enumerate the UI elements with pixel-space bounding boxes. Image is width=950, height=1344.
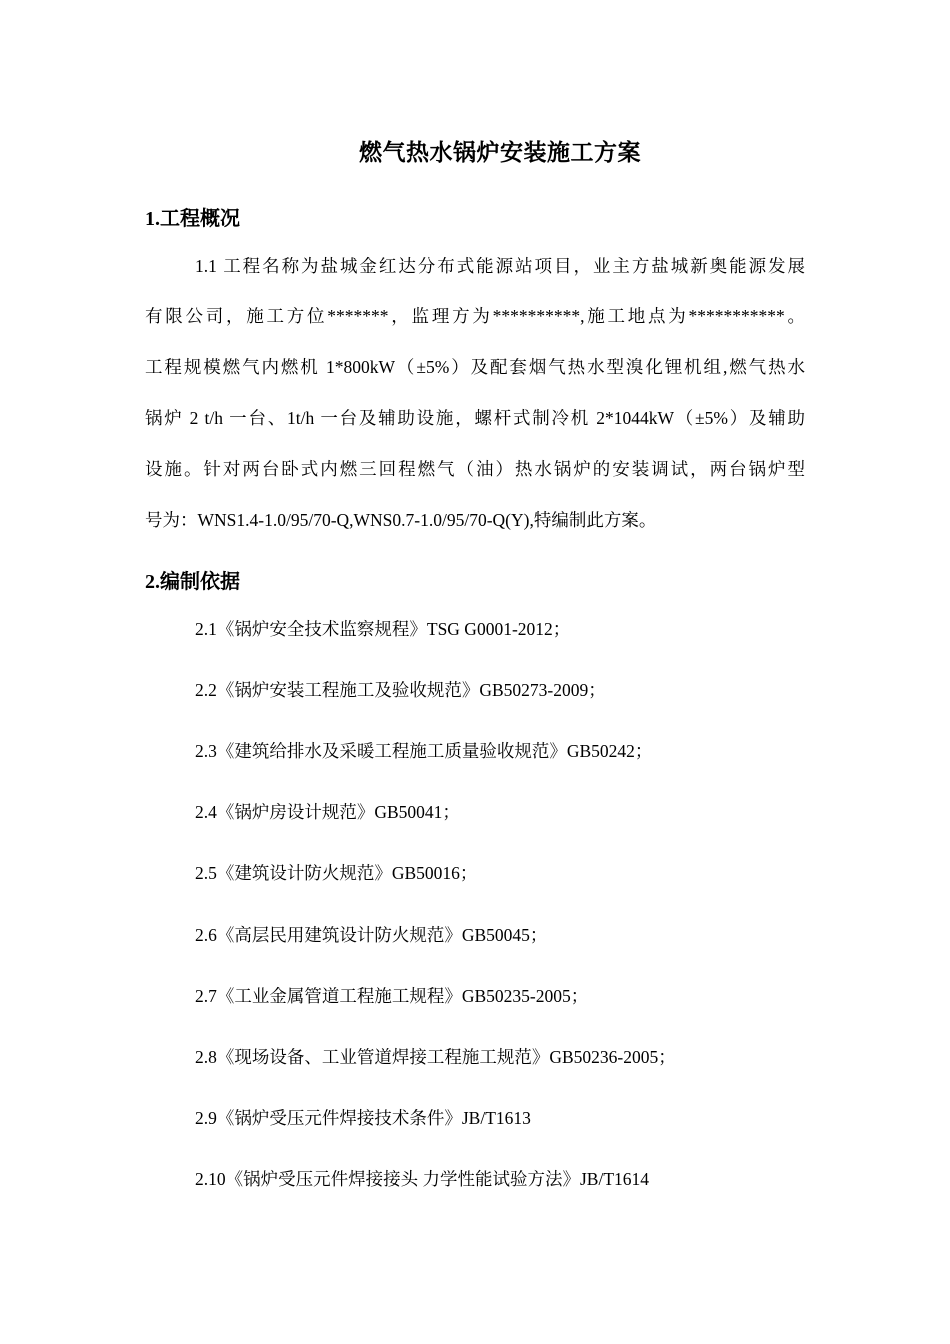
- paragraph-line: 设施。针对两台卧式内燃三回程燃气（油）热水锅炉的安装调试，两台锅炉型: [145, 459, 805, 479]
- paragraph-line: 号为：WNS1.4-1.0/95/70-Q,WNS0.7-1.0/95/70-Q(Y),特编制此方案。: [145, 510, 657, 530]
- list-item: 2.6《高层民用建筑设计防火规范》GB50045；: [195, 925, 548, 945]
- list-item: 2.3《建筑给排水及采暖工程施工质量验收规范》GB50242；: [195, 741, 653, 761]
- list-item: 2.5《建筑设计防火规范》GB50016；: [195, 863, 478, 883]
- list-item: 2.10《锅炉受压元件焊接接头 力学性能试验方法》JB/T1614: [195, 1169, 650, 1189]
- list-item: 2.7《工业金属管道工程施工规程》GB50235-2005；: [195, 986, 589, 1006]
- list-item: 2.9《锅炉受压元件焊接技术条件》JB/T1613: [195, 1108, 531, 1128]
- paragraph-line: 工程规模燃气内燃机 1*800kW（±5%）及配套烟气热水型溴化锂机组,燃气热水: [145, 357, 805, 377]
- list-item: 2.8《现场设备、工业管道焊接工程施工规范》GB50236-2005；: [195, 1047, 676, 1067]
- list-item: 2.1《锅炉安全技术监察规程》TSG G0001-2012；: [195, 619, 571, 639]
- document-title: 燃气热水锅炉安装施工方案: [359, 140, 641, 165]
- paragraph-line: 有限公司，施工方位*******，监理方为**********,施工地点为***********。: [145, 306, 805, 326]
- paragraph-line: 1.1 工程名称为盐城金红达分布式能源站项目，业主方盐城新奥能源发展: [195, 256, 805, 276]
- list-item: 2.2《锅炉安装工程施工及验收规范》GB50273-2009；: [195, 680, 606, 700]
- paragraph-line: 锅炉 2 t/h 一台、1t/h 一台及辅助设施，螺杆式制冷机 2*1044kW（±5%）及辅助: [145, 408, 805, 428]
- section-heading-overview: 1.工程概况: [145, 208, 240, 230]
- list-item: 2.4《锅炉房设计规范》GB50041；: [195, 802, 460, 822]
- section-heading-basis: 2.编制依据: [145, 571, 240, 593]
